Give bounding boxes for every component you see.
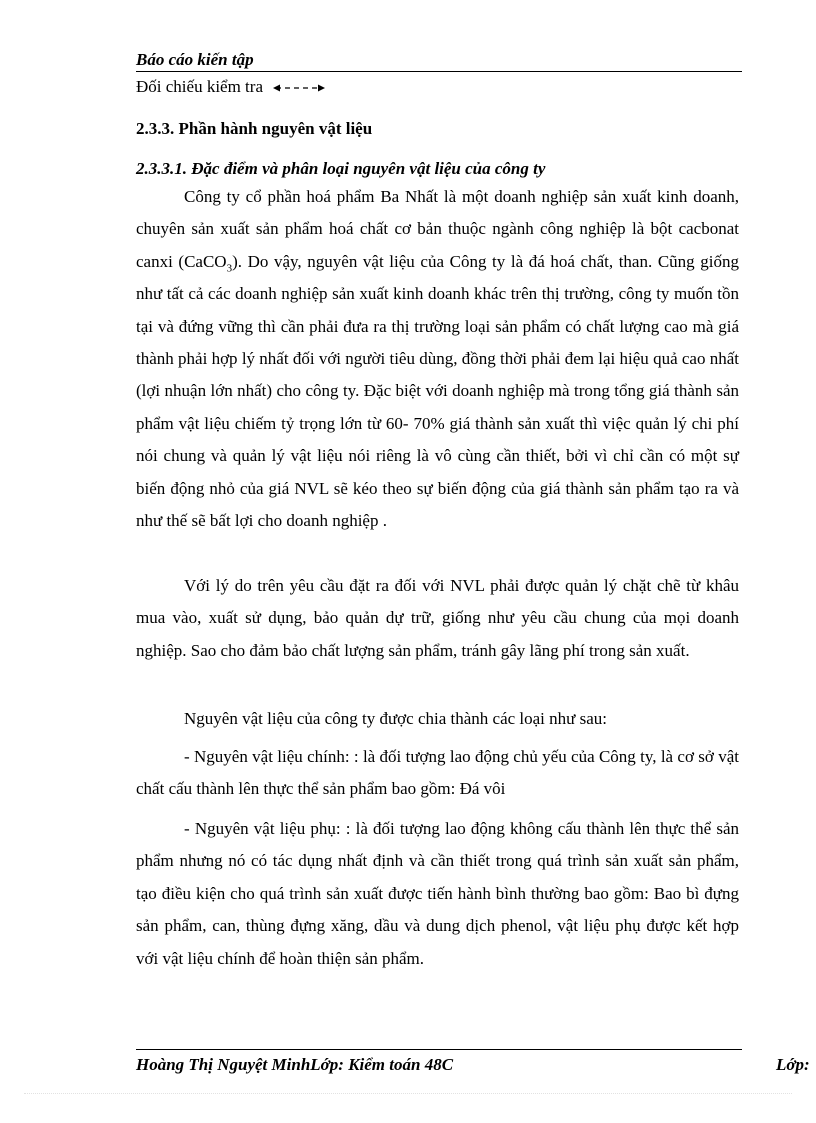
report-title: Báo cáo kiến tập <box>136 50 254 69</box>
paragraph-management-requirements: Với lý do trên yêu cầu đặt ra đối với NVL phải được quản lý chặt chẽ từ khâu mua vào, xuất sử dụng, bảo quản dự trữ, giống như yêu cầu chung của mọi doanh nghiệp. Sao cho đảm bảo chất lượng sản phẩm, tránh gây lãng phí trong sản xuất. <box>136 576 739 660</box>
page-bottom-border <box>24 1093 792 1094</box>
paragraph-company-overview <box>136 181 739 537</box>
paragraph-1-text-a: Công ty cổ phần hoá phẩm Ba Nhất là một doanh nghiệp sản xuất kinh doanh, chuyên sản xuất sản phẩm hoá chất cơ bản thuộc ngành công nghiệp là bột cacbonat canxi (CaCO <box>136 187 739 271</box>
paragraph-auxiliary-materials: - Nguyên vật liệu phụ: : là đối tượng lao động không cấu thành lên thực thể sản phẩm nhưng nó có tác dụng nhất định và cần thiết trong quá trình sản xuất sản phẩm, tạo điều kiện cho quá trình sản xuất được tiến hành bình thường bao gồm: Bao bì đựng sản phẩm, can, thùng đựng xăng, dầu và dung dịch phenol, vật liệu phụ được kết hợp với vật liệu chính để hoàn thiện sản phẩm. <box>136 819 739 968</box>
paragraph-main-materials: - Nguyên vật liệu chính: : là đối tượng lao động chủ yếu của Công ty, là cơ sở vật chất cấu thành lên thực thể sản phẩm bao gồm: Đá vôi <box>136 747 739 799</box>
subsection-heading: 2.3.3.1. Đặc điểm và phân loại nguyên vật liệu của công ty <box>136 159 546 178</box>
paragraph-1-text-b: ). Do vậy, nguyên vật liệu của Công ty là đá hoá chất, than. Cũng giống như tất cả các doanh nghiệp sản xuất kinh doanh khác trên thị trường, công ty muốn tồn tại và đứng vững thì cần phải đưa ra thị trường loại sản phẩm có chất lượng cao mà giá thành phải hợp lý nhất đối với người tiêu dùng, đồng thời phải đem lại hiệu quả cao nhất (lợi nhuận lớn nhất) cho công ty. Đặc biệt với doanh nghiệp mà trong tổng giá thành sản phẩm vật liệu chiếm tỷ trọng lớn từ 60- 70% giá thành sản xuất thì việc quản lý chi phí nói chung và quản lý vật liệu nói riêng là vô cùng cần thiết, bởi vì chỉ cần có một sự biến động nhỏ của giá NVL sẽ kéo theo sự biến động của giá thành sản phẩm tạo ra và như thế sẽ bất lợi cho doanh nghiệp . <box>136 251 740 531</box>
footer-author: Hoàng Thị Nguyệt MinhLớp: Kiểm toán 48C <box>136 1055 454 1074</box>
header-divider <box>136 71 742 72</box>
chemical-subscript: 3 <box>226 262 233 275</box>
cross-reference-label: Đối chiếu kiểm tra <box>136 77 263 96</box>
section-heading: 2.3.3. Phần hành nguyên vật liệu <box>136 119 373 138</box>
cross-reference-link[interactable] <box>136 77 325 97</box>
footer-class-label: Lớp: <box>776 1055 810 1074</box>
footer-divider <box>136 1049 742 1050</box>
paragraph-classification-intro: Nguyên vật liệu của công ty được chia thành các loại như sau: <box>184 709 607 728</box>
double-arrow-icon <box>273 83 325 93</box>
